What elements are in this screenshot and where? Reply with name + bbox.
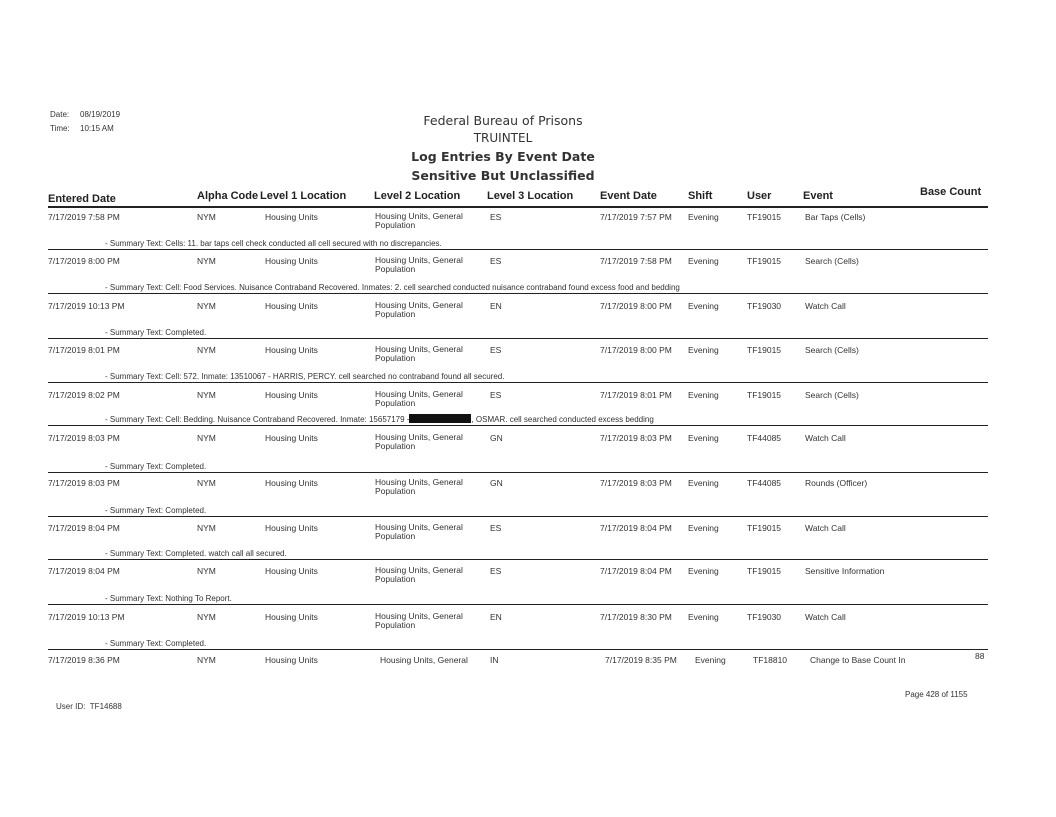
- level1-location: Housing Units: [265, 256, 318, 266]
- row-rule: [48, 249, 988, 250]
- summary-text: - Summary Text: Completed.: [105, 639, 207, 648]
- event-date: 7/17/2019 7:58 PM: [600, 256, 672, 266]
- entered-date: 7/17/2019 8:02 PM: [48, 390, 120, 400]
- event: Search (Cells): [805, 256, 859, 266]
- entered-date: 7/17/2019 8:03 PM: [48, 433, 120, 443]
- event-date: 7/17/2019 8:03 PM: [600, 478, 672, 488]
- summary-text: - Summary Text: Cell: 572. Inmate: 13510067 - HARRIS, PERCY. cell searched no contraband found all secured.: [105, 372, 505, 381]
- event: Watch Call: [805, 523, 846, 533]
- level2-location: Housing Units, General: [380, 655, 468, 665]
- entered-date: 7/17/2019 8:03 PM: [48, 478, 120, 488]
- org-title: Federal Bureau of Prisons: [423, 113, 583, 128]
- level1-location: Housing Units: [265, 523, 318, 533]
- level3-location: ES: [490, 345, 502, 355]
- event-date: 7/17/2019 8:03 PM: [600, 433, 672, 443]
- level2-location: Housing Units, General Population: [375, 255, 463, 274]
- level1-location: Housing Units: [265, 433, 318, 443]
- row-rule: [48, 559, 988, 560]
- event-date: 7/17/2019 8:30 PM: [600, 612, 672, 622]
- summary-text: - Summary Text: Cell: Food Services. Nuisance Contraband Recovered. Inmates: 2. cell searched conducted nuisance contraband found excess food and bedding: [105, 283, 680, 292]
- level3-location: ES: [490, 256, 502, 266]
- user: TF19015: [747, 523, 782, 533]
- alpha-code: NYM: [197, 523, 216, 533]
- classification: Sensitive But Unclassified: [411, 168, 595, 183]
- col-alpha-code: Alpha Code: [197, 190, 259, 202]
- user: TF19015: [747, 212, 782, 222]
- col-shift: Shift: [688, 190, 713, 202]
- system-title: TRUINTEL: [473, 131, 533, 145]
- event-date: 7/17/2019 8:04 PM: [600, 566, 672, 576]
- redaction-block: [409, 414, 471, 423]
- shift: Evening: [688, 345, 719, 355]
- alpha-code: NYM: [197, 478, 216, 488]
- entered-date: 7/17/2019 10:13 PM: [48, 612, 125, 622]
- level1-location: Housing Units: [265, 612, 318, 622]
- level3-location: IN: [490, 655, 499, 665]
- level1-location: Housing Units: [265, 478, 318, 488]
- summary-text: - Summary Text: Cells: 11. bar taps cell check conducted all cell secured with no discrepancies.: [105, 239, 442, 248]
- event: Search (Cells): [805, 390, 859, 400]
- level3-location: ES: [490, 566, 502, 576]
- level2-location: Housing Units, General Population: [375, 432, 463, 451]
- level3-location: EN: [490, 612, 502, 622]
- col-base-count: Base Count: [920, 186, 982, 198]
- summary-text: - Summary Text: Completed.: [105, 328, 207, 337]
- level2-location: Housing Units, General Population: [375, 211, 463, 230]
- user: TF19030: [747, 301, 782, 311]
- alpha-code: NYM: [197, 433, 216, 443]
- user-id-value: TF14688: [89, 702, 122, 711]
- level2-location: Housing Units, General Population: [375, 477, 463, 496]
- page-number: Page 428 of 1155: [905, 690, 968, 699]
- row-rule: [48, 382, 988, 383]
- row-rule: [48, 604, 988, 605]
- shift: Evening: [688, 523, 719, 533]
- level3-location: ES: [490, 212, 502, 222]
- shift: Evening: [688, 390, 719, 400]
- shift: Evening: [688, 256, 719, 266]
- col-entered-date: Entered Date: [48, 193, 116, 205]
- entered-date: 7/17/2019 7:58 PM: [48, 212, 120, 222]
- user: TF19015: [747, 566, 782, 576]
- level3-location: ES: [490, 523, 502, 533]
- level2-location: Housing Units, General Population: [375, 522, 463, 541]
- level2-location: Housing Units, General Population: [375, 300, 463, 319]
- row-rule: [48, 425, 988, 426]
- event: Watch Call: [805, 433, 846, 443]
- level3-location: GN: [490, 433, 503, 443]
- entered-date: 7/17/2019 8:36 PM: [48, 655, 120, 665]
- event: Bar Taps (Cells): [805, 212, 866, 222]
- user: TF18810: [753, 655, 788, 665]
- col-level2-location: Level 2 Location: [374, 190, 461, 202]
- alpha-code: NYM: [197, 345, 216, 355]
- summary-text: - Summary Text: Completed.: [105, 462, 207, 471]
- summary-text: - Summary Text: Completed.: [105, 506, 207, 515]
- event-date: 7/17/2019 8:00 PM: [600, 345, 672, 355]
- event-date: 7/17/2019 8:01 PM: [600, 390, 672, 400]
- shift: Evening: [688, 301, 719, 311]
- alpha-code: NYM: [197, 612, 216, 622]
- user: TF19015: [747, 390, 782, 400]
- header-rule: [48, 206, 988, 208]
- event: Sensitive Information: [805, 566, 885, 576]
- level1-location: Housing Units: [265, 566, 318, 576]
- row-rule: [48, 472, 988, 473]
- event: Watch Call: [805, 301, 846, 311]
- level2-location: Housing Units, General Population: [375, 565, 463, 584]
- level3-location: ES: [490, 390, 502, 400]
- user: TF44085: [747, 433, 782, 443]
- entered-date: 7/17/2019 8:01 PM: [48, 345, 120, 355]
- date-value: 08/19/2019: [80, 110, 121, 119]
- time-value: 10:15 AM: [80, 124, 114, 133]
- summary-text: [105, 414, 654, 424]
- user: TF19015: [747, 345, 782, 355]
- summary-text: - Summary Text: Completed. watch call all secured.: [105, 549, 287, 558]
- report-title: Log Entries By Event Date: [411, 149, 595, 164]
- entered-date: 7/17/2019 8:04 PM: [48, 523, 120, 533]
- level2-location: Housing Units, General Population: [375, 389, 463, 408]
- summary-text: - Summary Text: Nothing To Report.: [105, 594, 232, 603]
- alpha-code: NYM: [197, 566, 216, 576]
- level1-location: Housing Units: [265, 301, 318, 311]
- shift: Evening: [688, 478, 719, 488]
- user: TF44085: [747, 478, 782, 488]
- footer-user-id: [56, 702, 122, 711]
- event: Rounds (Officer): [805, 478, 868, 488]
- level3-location: EN: [490, 301, 502, 311]
- shift: Evening: [688, 612, 719, 622]
- level1-location: Housing Units: [265, 212, 318, 222]
- alpha-code: NYM: [197, 390, 216, 400]
- row-rule: [48, 516, 988, 517]
- level1-location: Housing Units: [265, 390, 318, 400]
- user-id-label: User ID:: [56, 702, 86, 711]
- col-user: User: [747, 190, 772, 202]
- summary-text-part: - Summary Text: Cell: Bedding. Nuisance Contraband Recovered. Inmate: 15657179 -: [105, 415, 410, 424]
- row-rule: [48, 649, 988, 650]
- col-level3-location: Level 3 Location: [487, 190, 574, 202]
- shift: Evening: [688, 212, 719, 222]
- row-rule: [48, 338, 988, 339]
- alpha-code: NYM: [197, 655, 216, 665]
- base-count: 88: [975, 651, 985, 661]
- level2-location: Housing Units, General Population: [375, 344, 463, 363]
- user: TF19030: [747, 612, 782, 622]
- alpha-code: NYM: [197, 301, 216, 311]
- shift: Evening: [695, 655, 726, 665]
- time-label: Time:: [50, 124, 70, 133]
- date-label: Date:: [50, 110, 70, 119]
- event: Search (Cells): [805, 345, 859, 355]
- col-level1-location: Level 1 Location: [260, 190, 347, 202]
- level2-location: Housing Units, General Population: [375, 611, 463, 630]
- level3-location: GN: [490, 478, 503, 488]
- level1-location: Housing Units: [265, 345, 318, 355]
- alpha-code: NYM: [197, 212, 216, 222]
- level1-location: Housing Units: [265, 655, 318, 665]
- event-date: 7/17/2019 8:04 PM: [600, 523, 672, 533]
- event-date: 7/17/2019 7:57 PM: [600, 212, 672, 222]
- entered-date: 7/17/2019 10:13 PM: [48, 301, 125, 311]
- user: TF19015: [747, 256, 782, 266]
- alpha-code: NYM: [197, 256, 216, 266]
- shift: Evening: [688, 566, 719, 576]
- col-event: Event: [803, 190, 833, 202]
- summary-text-part: , OSMAR. cell searched conducted excess bedding: [471, 415, 654, 424]
- col-event-date: Event Date: [600, 190, 657, 202]
- entered-date: 7/17/2019 8:04 PM: [48, 566, 120, 576]
- event-date: 7/17/2019 8:00 PM: [600, 301, 672, 311]
- entered-date: 7/17/2019 8:00 PM: [48, 256, 120, 266]
- row-rule: [48, 293, 988, 294]
- event: Change to Base Count In: [810, 655, 906, 665]
- shift: Evening: [688, 433, 719, 443]
- event: Watch Call: [805, 612, 846, 622]
- event-date: 7/17/2019 8:35 PM: [605, 655, 677, 665]
